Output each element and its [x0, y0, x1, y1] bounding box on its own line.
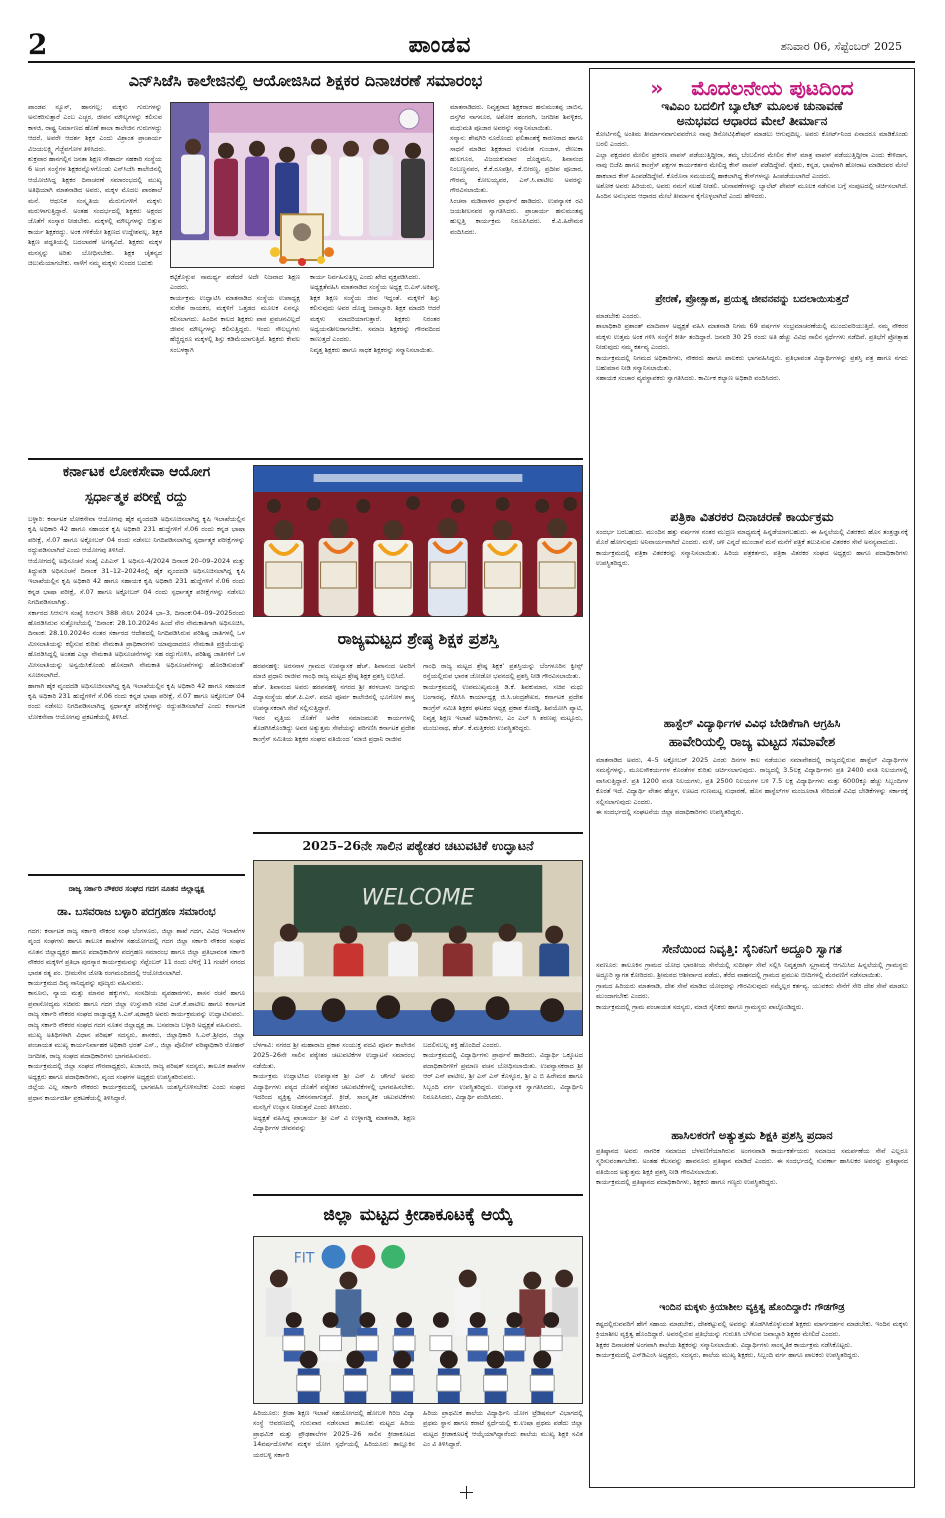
continuation-title-text: ಮೊದಲನೇಯ ಪುಟದಿಂದ	[691, 76, 854, 100]
sb1-body: ಕೋರ್ಟಿನಲ್ಲಿ ಅಂತಿಮ ತೀರ್ಮಾನವಾಗುವವರೆಗೂ ನಾವು ಡಿನೋಟಿಫಿಕೇಷನ್ ಮಾಡಲು ಆಗುವುದಿಲ್ಲ. ಅವರು ಕೋರ್ಟ್‌ನಿಂದ ಏನಾದರೂ ಮಾಡಿಕೊಂಡು ಬರಲಿ ಎಂದರು. ಎಲ್ಲಾ ಪಕ್ಷದವರ ಮೇಲಿನ ಪ್ರಕರಣ ವಾಪಸ್ ಪಡೆಯುತ್ತಿದ್ದೀರಾ, ತಮ್ಮ ಬೆಂಬಲಿಗರ ಮೇಲಿನ ಕೇಸ್ ಮಾತ್ರ ವಾಪಸ್ ಪಡೆಯುತ್ತಿದ್ದೀರಾ ಎಂದು ಕೇಳಿದಾಗ, ನಾವು ಬಿಜೆಪಿ ಹಾಗೂ ಕಾಂಗ್ರೆಸ್ ಪಕ್ಷಗಳ ಕಾರ್ಯಕರ್ತರ ಮೇಲಿದ್ದ ಕೇಸ್ ವಾಪಸ್ ಪಡೆದಿದ್ದೇವೆ. ರೈತರು, ಕನ್ನಡ, ಭಾಷೆಗಾಗಿ ಹೋರಾಟ ಮಾಡಿದವರ ಮೇಲೆ ಹಾಕಲಾದ ಕೇಸ್ ಹಿಂಪಡೆದಿದ್ದೇವೆ. ಕೊರೊನಾ ಸಮಯದಲ್ಲಿ ಹಾಕಲಾಗಿದ್ದ ಕೇಸ್‌ಗಳನ್ನೂ ಹಿಂಪಡೆಯಲಾಗಿದೆ ಎಂದರು. ಅಶೋಕ ಅವರು ಹಿರಿಯರು, ಅವರು ನಮಗೆ ಸಲಹೆ ನೀಡಲಿ. ಚುನಾವಣೆಗಳನ್ನು ಬ್ಯಾಲೆಟ್ ಪೇಪರ್ ಮೂಲಕ ನಡೆಸುವ ಬಗ್ಗೆ ಸಂಪುಟದಲ್ಲಿ ಚರ್ಚಿಸಲಾಗಿದೆ. ಹಿಂದಿನ ಅನುಭವದ ಆಧಾರದ ಮೇಲೆ ತೀರ್ಮಾನ ಕೈಗೊಳ್ಳಲಾಗಿದೆ ಎಂದು ಹೇಳಿದರು.	[596, 130, 908, 201]
portrait-face	[293, 223, 311, 241]
banner	[171, 103, 433, 133]
sb5-headline: ಸೇನೆಯಿಂದ ನಿವೃತ್ತಿ: ಸೈನಿಕನಿಗೆ ಅದ್ದೂರಿ ಸ್ವಾಗತ	[662, 942, 842, 956]
ncjc-body-col2: ಕಟ್ಟಿಕೊಳ್ಳುವ ಸಾಮರ್ಥ್ಯ ಪಡೆದರೆ ಅದೇ ನಿಜವಾದ ಶಿಕ್ಷಣ ಎಂದರು. ಕಾರ್ಯಕ್ರಮ ಉದ್ಘಾಟಿಸಿ ಮಾತನಾಡಿದ ಸಂಸ್ಥೆಯ ಉಪಾಧ್ಯಕ್ಷ ಸುರೇಶ ರಾಯಕರ, ಮಕ್ಕಳಿಗೆ ಒತ್ತಡದ ಮೂಲಕ ಏನನ್ನೂ ಕಲಿಸಲಾಗದು. ಹಿಂದಿನ ಕಾಲದ ಶಿಕ್ಷಕರು ಪಾಠ ಪ್ರವಚನವಿಲ್ಲದೆ ಜೀವನ ಮೌಲ್ಯಗಳನ್ನು ಕಲಿಸುತ್ತಿದ್ದರು. ಇಂದು ಸೌಲಭ್ಯಗಳು ಹೆಚ್ಚಿದ್ದರೂ ಮಕ್ಕಳಲ್ಲಿ ಶಿಸ್ತು ಕಡಿಮೆಯಾಗುತ್ತಿದೆ. ಶಿಕ್ಷಕರು ಕೇವಲ ಸಂಬಳಕ್ಕಾಗಿ	[170, 273, 300, 354]
banner-logo	[351, 1245, 375, 1269]
sports-headline: ಜಿಲ್ಲಾ ಮಟ್ಟದ ಕ್ರೀಡಾಕೂಟಕ್ಕೆ ಆಯ್ಕೆ	[323, 1205, 513, 1225]
activities-body-col2: ಬದಲಿಸಬಲ್ಲ ಶಕ್ತಿ ಹೊಂದಿದೆ ಎಂದರು. ಕಾರ್ಯಕ್ರಮದಲ್ಲಿ ವಿದ್ಯಾರ್ಥಿಗಳು ಪ್ರಾರ್ಥನೆ ಹಾಡಿದರು. ವಿದ್ಯಾರ್ಥಿ ಒಕ್ಕೂಟದ ಪದಾಧಿಕಾರಿಗಳಿಗೆ ಪ್ರಮಾಣ ವಚನ ಬೋಧಿಸಲಾಯಿತು. ಉಪನ್ಯಾಸಕರಾದ ಶ್ರೀ ಆರ್ ಎಸ್ ಪಾಟೀಲ, ಶ್ರೀ ಎಸ್ ಎಸ್ ಕೊಳ್ಳೂರ, ಶ್ರೀ ಎ ಬಿ ಹಿರೇಮಠ ಹಾಗೂ ಸಿಬ್ಬಂದಿ ವರ್ಗ ಉಪಸ್ಥಿತರಿದ್ದರು. ಉಪನ್ಯಾಸಕಿ ಸ್ವಾಗತಿಸಿದರು, ವಿದ್ಯಾರ್ಥಿನಿ ನಿರೂಪಿಸಿದರು, ವಿದ್ಯಾರ್ಥಿ ವಂದಿಸಿದರು.	[423, 1041, 583, 1102]
header-rule	[28, 61, 915, 63]
award-body-col1: ಹರಪನಹಳ್ಳಿ: ಅರಸನಾಳ ಗ್ರಾಮದ ಉಪನ್ಯಾಸಕ ಹೆಚ್. ಶಿವಾನಂದ ಅವರಿಗೆ ಮಾಜಿ ಪ್ರಧಾನಿ ರಾಜೀವ ಗಾಂಧಿ ರಾಜ್ಯ ಮಟ್ಟದ ಶ್ರೇಷ್ಠ ಶಿಕ್ಷಕ ಪ್ರಶಸ್ತಿ ಲಭಿಸಿದೆ. ಹೆಚ್. ಶಿವಾನಂದ ಅವರು ಹರಪನಹಳ್ಳಿ ನಗರದ ಶ್ರೀ ತರಳಬಾಳು ಜಗದ್ಗುರು ವಿದ್ಯಾಸಂಸ್ಥೆಯ ಹೆಚ್.ಪಿ.ಎಸ್. ಪದವಿ ಪೂರ್ವ ಕಾಲೇಜಿನಲ್ಲಿ ಭೂಗೋಳ ಶಾಸ್ತ್ರ ಉಪನ್ಯಾಸಕರಾಗಿ ಸೇವೆ ಸಲ್ಲಿಸುತ್ತಿದ್ದಾರೆ. ಇವರ ವೃತ್ತಿಯ ಜೊತೆಗೆ ಅನೇಕ ಸಮಾಜಮುಖಿ ಕಾರ್ಯಗಳಲ್ಲಿ ತೊಡಗಿಸಿಕೊಂಡಿದ್ದು ಅವರ ಅತ್ಯುತ್ತಮ ಸೇವೆಯನ್ನು ಪರಿಗಣಿಸಿ ಕರ್ನಾಟಕ ಪ್ರದೇಶ ಕಾಂಗ್ರೆಸ್ ಸಮಿತಿಯ ಶಿಕ್ಷಕರ ಸಂಘದ ವತಿಯಿಂದ ‘ಮಾಜಿ ಪ್ರಧಾನಿ ರಾಜೀವ	[253, 662, 415, 743]
sb5-body: ಸವಣೂರ: ತಾಲೂಕಿನ ಗ್ರಾಮದ ಯೋಧ ಭಾರತೀಯ ಸೇನೆಯಲ್ಲಿ ಸುದೀರ್ಘ ಸೇವೆ ಸಲ್ಲಿಸಿ ನಿವೃತ್ತರಾಗಿ ಸ್ವಗ್ರಾಮಕ್ಕೆ ಆಗಮಿಸಿದ ಹಿನ್ನಲೆಯಲ್ಲಿ ಗ್ರಾಮಸ್ಥರು ಅದ್ದೂರಿ ಸ್ವಾಗತ ಕೋರಿದರು. ಶ್ರೀಮಠದ ಆಶೀರ್ವಾದ ಪಡೆದು, ತೆರೆದ ವಾಹನದಲ್ಲಿ ಗ್ರಾಮದ ಪ್ರಮುಖ ಬೀದಿಗಳಲ್ಲಿ ಮೆರವಣಿಗೆ ನಡೆಸಲಾಯಿತು. ಗ್ರಾಮದ ಹಿರಿಯರು ಮಾತನಾಡಿ, ದೇಶ ಸೇವೆ ಮಾಡಿದ ಯೋಧರನ್ನು ಗೌರವಿಸುವುದು ನಮ್ಮೆಲ್ಲರ ಕರ್ತವ್ಯ. ಯುವಕರು ಸೇನೆಗೆ ಸೇರಿ ದೇಶ ಸೇವೆ ಮಾಡಲು ಮುಂದಾಗಬೇಕು ಎಂದರು. ಕಾರ್ಯಕ್ರಮದಲ್ಲಿ ಗ್ರಾಮ ಪಂಚಾಯತ ಸದಸ್ಯರು, ಮಾಜಿ ಸೈನಿಕರು ಹಾಗೂ ಗ್ರಾಮಸ್ಥರು ಪಾಲ್ಗೊಂಡಿದ್ದರು.	[596, 961, 908, 1011]
award-ceremony-photo	[254, 466, 582, 616]
classroom-photo	[254, 861, 582, 1035]
continuation-title	[594, 75, 910, 101]
banner-logo	[381, 1245, 405, 1269]
sb2-body: ಮಾಡಬೇಕು ಎಂದರು. ಶಾಲಾಧಿಕಾರಿ ಪ್ರಶಾಂತ್ ಮಾದಿವಾಳ ಅಧ್ಯಕ್ಷತೆ ವಹಿಸಿ ಮಾತನಾಡಿ ನಿಗಮ 69 ವರ್ಷಗಳ ಸಂಭ್ರಮಾಚರಣೆಯಲ್ಲಿ ಮುಂದುವರಿಯುತ್ತಿದೆ. ನಮ್ಮ ನೌಕರರ ಮಕ್ಕಳು ಉತ್ತಮ ಅಂಕ ಗಳಿಸಿ ಸಂಸ್ಥೆಗೆ ಕೀರ್ತಿ ತಂದಿದ್ದಾರೆ. ಜನವರಿ 30 25 ರಂದು ಅತಿ ಹೆಚ್ಚು ವಿವಿಧ ಸಾಲಿನ ಸ್ಪರ್ಧೆಗಳು ನಡೆದಿವೆ. ಪ್ರತಿಭೆಗೆ ಪ್ರೋತ್ಸಾಹ ನೀಡುವುದು ನಮ್ಮ ಕರ್ತವ್ಯ ಎಂದರು. ಕಾರ್ಯಕ್ರಮದಲ್ಲಿ ನಿಗಮದ ಅಧಿಕಾರಿಗಳು, ನೌಕರರು ಹಾಗೂ ಪಾಲಕರು ಭಾಗವಹಿಸಿದ್ದರು. ಪ್ರತಿಭಾವಂತ ವಿದ್ಯಾರ್ಥಿಗಳನ್ನು ಪ್ರಶಸ್ತಿ ಪತ್ರ ಹಾಗೂ ನಗದು ಬಹುಮಾನ ನೀಡಿ ಸನ್ಮಾನಿಸಲಾಯಿತು. ಸಹಾಯಕ ಸಂಚಾರ ವ್ಯವಸ್ಥಾಪಕರು ಸ್ವಾಗತಿಸಿದರು. ಕಾರ್ಮಿಕ ಕಲ್ಯಾಣ ಅಧಿಕಾರಿ ವಂದಿಸಿದರು.	[596, 312, 908, 383]
award-headline: ರಾಜ್ಯಮಟ್ಟದ ಶ್ರೇಷ್ಠ ಶಿಕ್ಷಕ ಪ್ರಶಸ್ತಿ	[337, 629, 499, 648]
sports-photo	[253, 1236, 583, 1404]
sb3-body: ಸಂದರ್ಭ ಬರಬಹುದು. ಮುಂದಿನ ಹತ್ತು ವರ್ಷಗಳ ನಂತರ ಮುದ್ರಣ ಮಾಧ್ಯಮಕ್ಕೆ ಹಿನ್ನಡೆಯಾಗಬಹುದು. ಈ ಹಿನ್ನಲೆಯಲ್ಲಿ ವಿತರಕರು ಹೊಸ ತಂತ್ರಜ್ಞಾನಕ್ಕೆ ಮೊರೆ ಹೋಗುವುದು ಅನಿವಾರ್ಯವಾಗಿದೆ ಎಂದರು. ಮಳೆ, ಚಳಿ ಎನ್ನದೆ ಮುಂಜಾನೆ ಮನೆ ಮನೆಗೆ ಪತ್ರಿಕೆ ತಲುಪಿಸುವ ವಿತರಕರ ಸೇವೆ ಅನನ್ಯವಾದುದು. ಕಾರ್ಯಕ್ರಮದಲ್ಲಿ ಪತ್ರಿಕಾ ವಿತರಕರನ್ನು ಸನ್ಮಾನಿಸಲಾಯಿತು. ಹಿರಿಯ ಪತ್ರಕರ್ತರು, ಪತ್ರಿಕಾ ವಿತರಕರ ಸಂಘದ ಅಧ್ಯಕ್ಷರು ಹಾಗೂ ಪದಾಧಿಕಾರಿಗಳು ಉಪಸ್ಥಿತರಿದ್ದರು.	[596, 528, 908, 568]
award-body-col2: ಗಾಂಧಿ ರಾಜ್ಯ ಮಟ್ಟದ ಶ್ರೇಷ್ಠ ಶಿಕ್ಷಕ’ ಪ್ರಶಸ್ತಿಯನ್ನು ಬೆಂಗಳೂರಿನ ಕ್ವೀನ್ಸ್ ರಸ್ತೆಯಲ್ಲಿರುವ ಭಾರತ ಜೋಡೋ ಭವನದಲ್ಲಿ ಪ್ರಶಸ್ತಿ ನೀಡಿ ಗೌರವಿಸಲಾಯಿತು. ಕಾರ್ಯಕ್ರಮದಲ್ಲಿ ಉಪಮುಖ್ಯಮಂತ್ರಿ ಡಿ.ಕೆ. ಶಿವಕುಮಾರ, ಸಚಿವ ಮಧು ಬಂಗಾರಪ್ಪ, ಕೆಪಿಸಿಸಿ ಕಾರ್ಯಾಧ್ಯಕ್ಷ ಜಿ.ಸಿ.ಚಂದ್ರಶೇಖರ, ಕರ್ನಾಟಕ ಪ್ರದೇಶ ಕಾಂಗ್ರೆಸ್ ಸಮಿತಿ ಶಿಕ್ಷಕರ ಘಟಕದ ಅಧ್ಯಕ್ಷ ಪ್ರಕಾಶ ಕೊರಡ್ಡಿ, ಶಿವಯೋಗಿ ಪ್ಯಾಟಿ, ನಿವೃತ್ತ ಶಿಕ್ಷಣ ಇಲಾಖೆ ಅಧಿಕಾರಿಗಳು, ಎಂ ಎಲ್ ಸಿ ಶರಣಪ್ಪ ಮಟ್ಟೂರು, ಮಂಜುನಾಥ, ಹೆಚ್. ಕೆ.ಮತ್ತಿಕರರು ಉಪಸ್ಥಿತರಿದ್ದರು.	[423, 662, 583, 733]
students-certificates-photo	[254, 1237, 582, 1403]
banner-text: FIT	[293, 1250, 315, 1267]
ncjc-body-col1: ಪಾಂಡವ ನ್ಯೂಸ್, ಹಾನಗಲ್ಲ: ಮಕ್ಕಳು ಗುರುಗಳನ್ನು ಅನುಕರಿಸುತ್ತಾರೆ ಎಂಬ ಎಚ್ಚರ, ಜೀವನ ಮೌಲ್ಯಗಳನ್ನು ಕಲಿಸುವ ಕಾಳಜಿ, ರಾಷ್ಟ್ರ ನಿರ್ಮಾಣದ ಹೊಣೆ ಶಾಲಾ ಕಾಲೇಜಿನ ಗುರುಗಳದ್ದು ಆದರೆ, ಅವರೇ ಆದರ್ಶ ಶಿಕ್ಷಕ ಎಂದು ವಿಶ್ರಾಂತ ಪ್ರಾಚಾರ್ಯ ವಿಜಯಲಕ್ಷ್ಮಿ ಗೆಜ್ಜೆವಗೋಳ ತಿಳಿಸಿದರು. ಶುಕ್ರವಾರ ಹಾನಗಲ್ಲಿನ ಜನತಾ ಶಿಕ್ಷಣ ಸೌಹಾರ್ದ ಸಹಕಾರಿ ಸಂಸ್ಥೆಯ 6 ಅಂಗ ಸಂಸ್ಥೆಗಳ ಶಿಕ್ಷಕರನ್ನೊಳಗೊಂಡು ಎನ್‌ಸಿಜೆಸಿ ಕಾಲೇಜಿನಲ್ಲಿ ಆಯೋಜಿಸಿದ್ದ ಶಿಕ್ಷಕರ ದಿನಾಚರಣೆ ಸಮಾರಂಭದಲ್ಲಿ ಮುಖ್ಯ ಅತಿಥಿಯಾಗಿ ಮಾತನಾಡಿದ ಅವರು, ಮಕ್ಕಳ ಮೊದಲ ಪಾಠಶಾಲೆ ಮನೆ. ಆಧುನಿಕ ಸಂಸ್ಕೃತಿಯ ಮೆರುಗುಗಳಿಗೆ ಮಕ್ಕಳು ಮರುಳಾಗುತ್ತಿದ್ದಾರೆ. ಅಂತಹ ಸಂದರ್ಭದಲ್ಲಿ ಶಿಕ್ಷಕರು ಅಕ್ಷರದ ಜೊತೆಗೆ ಸಂಸ್ಕಾರ ನೀಡಬೇಕು. ಮಕ್ಕಳಲ್ಲಿ ಮೌಲ್ಯಗಳನ್ನು ಬಿತ್ತುವ ಕಾರ್ಯ ಶಿಕ್ಷಕರದ್ದು. ಅಂಕ ಗಳಿಕೆಯೇ ಶಿಕ್ಷಣದ ಉದ್ದೇಶವಲ್ಲ. ಶಿಕ್ಷಕ ಶಿಕ್ಷಣ ಪದ್ಧತಿಯಲ್ಲಿ ಬದಲಾವಣೆ ಅಗತ್ಯವಿದೆ. ಶಿಕ್ಷಕರು ಮಕ್ಕಳ ಮನಸ್ಸನ್ನು ಅರಿತು ಬೋಧಿಸಬೇಕು. ಶಿಕ್ಷಕ ಚೈತನ್ಯದ ಚಿಲುಮೆಯಾಗಬೇಕು. ನಾಳೆಗೆ ನಮ್ಮ ಮಕ್ಕಳು ಸುಂದರ ಬದುಕು	[28, 103, 162, 268]
table	[254, 976, 582, 992]
masthead-logo: ಪಾಂಡವ	[408, 33, 472, 58]
page-number: 2	[28, 28, 48, 61]
sb7-headline: ಇಂದಿನ ಮಕ್ಕಳು ಕ್ರಿಯಾಶೀಲ ವ್ಯಕ್ತಿತ್ವ ಹೊಂದಿದ್ದಾರೆ: ಗೌಡಗೌಡ್ರ	[659, 1302, 845, 1313]
kpsc-kicker: ಕರ್ನಾಟಕ ಲೋಕಸೇವಾ ಆಯೋಗ	[62, 464, 211, 480]
sb6-body: ಪ್ರತಿಷ್ಠಾನದ ಅವರು ನಾಗರಿಕ ಸಮಾಜದ ಬೆಳವಣಿಗೆಯಾಗಿರುವ ಅಂಗನವಾಡಿ ಕಾರ್ಯಕರ್ತೆಯರು ಸಮಾಜದ ಸಮರ್ಪಣೆಯ ಸೇವೆ ಎಲ್ಲರೂ ಸ್ಮರಿಸುವಂತಾಗಬೇಕು. ಅಂತಹ ಕೆಲಸವನ್ನು ಹಾವನೂರು ಪ್ರತಿಷ್ಠಾನ ಮಾಡಿದೆ ಎಂದರು. ಈ ಸಂದರ್ಭದಲ್ಲಿ ಸುವರ್ಣಾ ಹಾಸಿಲಕರ ಅವರನ್ನು ಪ್ರತಿಷ್ಠಾನದ ವತಿಯಿಂದ ಅತ್ಯುತ್ತಮ ಶಿಕ್ಷಕಿ ಪ್ರಶಸ್ತಿ ನೀಡಿ ಗೌರವಿಸಲಾಯಿತು. ಕಾರ್ಯಕ್ರಮದಲ್ಲಿ ಪ್ರತಿಷ್ಠಾನದ ಪದಾಧಿಕಾರಿಗಳು, ಶಿಕ್ಷಕರು ಹಾಗೂ ಗಣ್ಯರು ಉಪಸ್ಥಿತರಿದ್ದರು.	[596, 1147, 908, 1187]
sb2-headline: ಪ್ರೇರಣೆ, ಪ್ರೋತ್ಸಾಹ, ಪ್ರಯತ್ನ ಜೀವನವನ್ನು ಬದಲಾಯಿಸುತ್ತದೆ	[655, 294, 849, 305]
sb7-body: ಕಷ್ಟದಲ್ಲಿರುವವರಿಗೆ ಹೇಗೆ ಸಹಾಯ ಮಾಡಬೇಕು, ದೇಶಕಟ್ಟುವಲ್ಲಿ ಅವರನ್ನು ತೊಡಗಿಸಿಕೊಳ್ಳುವಂತೆ ಶಿಕ್ಷಕರು ಮಾರ್ಗದರ್ಶನ ಮಾಡಬೇಕು. ಇಂದಿನ ಮಕ್ಕಳು ಕ್ರಿಯಾಶೀಲ ವ್ಯಕ್ತಿತ್ವ ಹೊಂದಿದ್ದಾರೆ. ಅವರಲ್ಲಿರುವ ಪ್ರತಿಭೆಯನ್ನು ಗುರುತಿಸಿ ಬೆಳೆಸುವ ಜವಾಬ್ದಾರಿ ಶಿಕ್ಷಕರ ಮೇಲಿದೆ ಎಂದರು. ಶಿಕ್ಷಕರ ದಿನಾಚರಣೆ ಅಂಗವಾಗಿ ಶಾಲೆಯ ಶಿಕ್ಷಕರನ್ನು ಸನ್ಮಾನಿಸಲಾಯಿತು. ವಿದ್ಯಾರ್ಥಿಗಳು ಸಾಂಸ್ಕೃತಿಕ ಕಾರ್ಯಕ್ರಮ ನಡೆಸಿಕೊಟ್ಟರು. ಕಾರ್ಯಕ್ರಮದಲ್ಲಿ ಎಸ್‌ಡಿಎಂಸಿ ಅಧ್ಯಕ್ಷರು, ಸದಸ್ಯರು, ಶಾಲೆಯ ಮುಖ್ಯ ಶಿಕ್ಷಕರು, ಸಿಬ್ಬಂದಿ ವರ್ಗ ಹಾಗೂ ಪಾಲಕರು ಉಪಸ್ಥಿತರಿದ್ದರು.	[596, 1320, 908, 1360]
kpsc-body: ಬಳ್ಳಾರಿ: ಕರ್ನಾಟಕ ಲೋಕಸೇವಾ ಆಯೋಗವು ಹೈಕ ವೃಂದದಡಿ ಅಧಿಸೂಚಿಸಲಾಗಿದ್ದ ಕೃಷಿ ಇಲಾಖೆಯಲ್ಲಿನ ಕೃಷಿ ಅಧಿಕಾರಿ 42 ಹಾಗೂ ಸಹಾಯಕ ಕೃಷಿ ಅಧಿಕಾರಿ 231 ಹುದ್ದೆಗಳಿಗೆ ಸೆ.06 ರಂದು ಕನ್ನಡ ಭಾಷಾ ಪರೀಕ್ಷೆ, ಸೆ.07 ಹಾಗೂ ಅಕ್ಟೋಬರ್ 04 ರಂದು ನಡೆಸಲು ನಿಗದಿಪಡಿಸಲಾಗಿದ್ದ ಸ್ಪರ್ಧಾತ್ಮಕ ಪರೀಕ್ಷೆಗಳನ್ನು ರದ್ದುಪಡಿಸಲಾಗಿದೆ ಎಂದು ಆಯೋಗವು ತಿಳಿಸಿದೆ. ಆಯೋಗದಲ್ಲಿ ಅಧಿಸೂಚನೆ ಸಂಖ್ಯೆ ಎಪಿಎಸ್ 1 ಅಧಿಸೂ-4/2024 ದಿನಾಂಕ 20–09–2024 ಮತ್ತು ತಿದ್ದುಪಡಿ ಅಧಿಸೂಚನೆ ದಿನಾಂಕ 31–12–2024ರಲ್ಲಿ ಹೈಕ ವೃಂದದಡಿ ಅಧಿಸೂಚಿಸಲಾಗಿದ್ದ ಕೃಷಿ ಇಲಾಖೆಯಲ್ಲಿನ ಕೃಷಿ ಅಧಿಕಾರಿ 42 ಹಾಗೂ ಸಹಾಯಕ ಕೃಷಿ ಅಧಿಕಾರಿ 231 ಹುದ್ದೆಗಳಿಗೆ ಸೆ.06 ರಂದು ಕನ್ನಡ ಭಾಷಾ ಪರೀಕ್ಷೆ, ಸೆ.07 ಹಾಗೂ ಅಕ್ಟೋಬರ್ 04 ರಂದು ಸ್ಪರ್ಧಾತ್ಮಕ ಪರೀಕ್ಷೆಗಳನ್ನು ನಡೆಸಲು ನಿಗದಿಪಡಿಸಲಾಗಿತ್ತು. ಸರ್ಕಾರದ ಸಿಆಸುಇ ಸಂಖ್ಯೆ ಸಿಆಸುಇ 388 ಸೇನಿಸಿ 2024 ಭಾ–3, ದಿನಾಂಕ:04–09–2025ರಂದು ಹೊರಡಿಸಿರುವ ಸುತ್ತೋಲೆಯಲ್ಲಿ ‘ದಿನಾಂಕ: 28.10.2024ರ ಹಿಂದೆ ನೇರ ನೇಮಕಾತಿಗಾಗಿ ಅಧಿಸೂಚಿಸಿ, ದಿನಾಂಕ: 28.10.2024ರ ನಂತರ ಸರ್ಕಾರದ ಆದೇಶದಲ್ಲಿ ನಿಗದಿಪಡಿಸಿರುವ ಪರಿಶಿಷ್ಟ ಜಾತಿಗಳಲ್ಲಿ ಒಳ ಮೀಸಲಾತಿಯನ್ನು ಕಲ್ಪಿಸುವ ಕುರಿತು ನೇಮಕಾತಿ ಪ್ರಾಧಿಕಾರಗಳು ಯಾವುದಾದರೂ ನೇಮಕಾತಿ ಪ್ರಕ್ರಿಯೆಯನ್ನು ಹೊರಡಿಸಿದ್ದಲ್ಲಿ ಅಂತಹ ಎಲ್ಲಾ ನೇಮಕಾತಿ ಅಧಿಸೂಚನೆಗಳನ್ನು ಸಹ ರದ್ದುಗೊಳಿಸಿ, ಪರಿಶಿಷ್ಟ ಜಾತಿಗಳಿಗೆ ಒಳ ಮೀಸಲಾತಿಯನ್ನು ಅನ್ವಯಿಸಿಕೊಂಡು ಹೊಸದಾಗಿ ನೇಮಕಾತಿ ಅಧಿಸೂಚನೆಗಳನ್ನು ಹೊರಡಿಸುವಂತೆ’ ಸೂಚಿಸಲಾಗಿದೆ. ಹಾಗಾಗಿ ಹೈಕ ವೃಂದದಡಿ ಅಧಿಸೂಚಿಸಲಾಗಿದ್ದ ಕೃಷಿ ಇಲಾಖೆಯಲ್ಲಿನ ಕೃಷಿ ಅಧಿಕಾರಿ 42 ಹಾಗೂ ಸಹಾಯಕ ಕೃಷಿ ಅಧಿಕಾರಿ 231 ಹುದ್ದೆಗಳಿಗೆ ಸೆ.06 ರಂದು ಕನ್ನಡ ಭಾಷಾ ಪರೀಕ್ಷೆ, ಸೆ.07 ಹಾಗೂ ಅಕ್ಟೋಬರ್ 04 ರಂದು ನಡೆಸಲು ನಿಗದಿಪಡಿಸಲಾಗಿದ್ದ ಸ್ಪರ್ಧಾತ್ಮಕ ಪರೀಕ್ಷೆಗಳನ್ನು ರದ್ದುಪಡಿಸಲಾಗಿದೆ ಎಂದು ಕರ್ನಾಟಕ ಲೋಕಸೇವಾ ಆಯೋಗವು ಪ್ರಕಟಣೆಯಲ್ಲಿ ತಿಳಿಸಿದೆ.	[28, 515, 245, 721]
kpsc-headline: ಸ್ಪರ್ಧಾತ್ಮಕ ಪರೀಕ್ಷೆ ರದ್ದು	[85, 489, 188, 505]
sb4-body: ಮಾತನಾಡಿದ ಅವರು, 4–5 ಅಕ್ಟೋಬರ್ 2025 ಎರಡು ದಿನಗಳ ಕಾಲ ನಡೆಯುವ ಸಮಾವೇಶದಲ್ಲಿ ರಾಜ್ಯದಲ್ಲಿರುವ ಹಾಸ್ಟೆಲ್ ವಿದ್ಯಾರ್ಥಿಗಳ ಸಮಸ್ಯೆಗಳನ್ನು, ಮೂಲಸೌಕರ್ಯಗಳ ಕೊರತೆಗಳ ಕುರಿತು ಚರ್ಚಿಸಲಾಗುವುದು. ರಾಜ್ಯದಲ್ಲಿ 3.5ಲಕ್ಷ ವಿದ್ಯಾರ್ಥಿಗಳು ಪ್ರತಿ 2400 ವಸತಿ ನಿಲಯಗಳಲ್ಲಿ ವಾಸಿಸುತ್ತಿದ್ದಾರೆ. ಪ್ರತಿ 1200 ವಸತಿ ನಿಲಯಗಳು, ಪ್ರತಿ 2500 ನಿಲಯಗಳ ಬಳಿ 7.5 ಲಕ್ಷ ವಿದ್ಯಾರ್ಥಿಗಳು ಮತ್ತು 6000ಕ್ಕೂ ಹೆಚ್ಚು ಸಿಬ್ಬಂದಿಗಳ ಕೊರತೆ ಇದೆ. ವಿದ್ಯಾರ್ಥಿ ವೇತನ ಹೆಚ್ಚಳ, ಊಟದ ಗುಣಮಟ್ಟ ಸುಧಾರಣೆ, ಹೊಸ ಹಾಸ್ಟೆಲ್‌ಗಳ ಮಂಜೂರಾತಿ ಸೇರಿದಂತೆ ವಿವಿಧ ಬೇಡಿಕೆಗಳನ್ನು ಸರ್ಕಾರಕ್ಕೆ ಸಲ್ಲಿಸಲಾಗುವುದು ಎಂದರು. ಈ ಸಂದರ್ಭದಲ್ಲಿ ಸಂಘಟನೆಯ ಜಿಲ್ಲಾ ಪದಾಧಿಕಾರಿಗಳು ಉಪಸ್ಥಿತರಿದ್ದರು.	[596, 756, 908, 817]
section-rule	[28, 874, 245, 876]
ngo-body: ಗದಗ: ಕರ್ನಾಟಕ ರಾಜ್ಯ ಸರ್ಕಾರಿ ನೌಕರರ ಸಂಘ ಬೆಂಗಳೂರು, ಜಿಲ್ಲಾ ಶಾಖೆ ಗದಗ, ವಿವಿಧ ಇಲಾಖೆಗಳ ವೃಂದ ಸಂಘಗಳು ಹಾಗೂ ತಾಲೂಕ ಶಾಖೆಗಳ ಸಹಯೋಗದಲ್ಲಿ ಗದಗ ಜಿಲ್ಲಾ ಸರ್ಕಾರಿ ನೌಕರರ ಸಂಘದ ನೂತನ ಜಿಲ್ಲಾಧ್ಯಕ್ಷರ ಹಾಗೂ ಪದಾಧಿಕಾರಿಗಳ ಪದಗ್ರಹಣ ಸಮಾರಂಭ ಹಾಗೂ ಜಿಲ್ಲಾ ಪ್ರತಿಭಾವಂತ ಸರ್ಕಾರಿ ನೌಕರರ ಮಕ್ಕಳಿಗೆ ಪ್ರತಿಭಾ ಪುರಸ್ಕಾರ ಕಾರ್ಯಕ್ರಮವನ್ನು ಸೆಪ್ಟೆಂಬರ್ 11 ರಂದು ಬೆಳಿಗ್ಗೆ 11 ಗಂಟೆಗೆ ನಗರದ ಭಾರತ ರತ್ನ ಪಂ. ಭೀಮಸೇನ ಜೋಶಿ ರಂಗಮಂದಿರದಲ್ಲಿ ಆಯೋಜಿಸಲಾಗಿದೆ. ಕಾರ್ಯಕ್ರಮದ ದಿವ್ಯ ಸಾನಿಧ್ಯವನ್ನು ಪೂಜ್ಯರು ವಹಿಸುವರು. ಕಾನೂನು, ನ್ಯಾಯ ಮತ್ತು ಮಾನವ ಹಕ್ಕುಗಳು, ಸಂಸದೀಯ ವ್ಯವಹಾರಗಳು, ಶಾಸನ ರಚನೆ ಹಾಗೂ ಪ್ರವಾಸೋದ್ಯಮ ಸಚಿವರು ಹಾಗೂ ಗದಗ ಜಿಲ್ಲಾ ಉಸ್ತುವಾರಿ ಸಚಿವ ಎಚ್.ಕೆ.ಪಾಟೀಲ ಹಾಗೂ ಕರ್ನಾಟಕ ರಾಜ್ಯ ಸರ್ಕಾರಿ ನೌಕರರ ಸಂಘದ ರಾಜ್ಯಾಧ್ಯಕ್ಷ ಸಿ.ಎಸ್.ಷಡಾಕ್ಷರಿ ಅವರು ಕಾರ್ಯಕ್ರಮವನ್ನು ಉದ್ಘಾಟಿಸುವರು. ರಾಜ್ಯ ಸರ್ಕಾರಿ ನೌಕರರ ಸಂಘದ ಗದಗ ನೂತನ ಜಿಲ್ಲಾಧ್ಯಕ್ಷ ಡಾ. ಬಸವರಾಜ ಬಳ್ಳಾರಿ ಅಧ್ಯಕ್ಷತೆ ವಹಿಸುವರು. ಮುಖ್ಯ ಅತಿಥಿಗಳಾಗಿ ವಿಧಾನ ಪರಿಷತ್ ಸದಸ್ಯರು, ಶಾಸಕರು, ಜಿಲ್ಲಾಧಿಕಾರಿ ಸಿ.ಎನ್.ಶ್ರೀಧರ, ಜಿಲ್ಲಾ ಪಂಚಾಯತ ಮುಖ್ಯ ಕಾರ್ಯನಿರ್ವಾಹಕ ಅಧಿಕಾರಿ ಭರತ್ ಎಸ್., ಜಿಲ್ಲಾ ಪೊಲೀಸ್ ವರಿಷ್ಠಾಧಿಕಾರಿ ರೋಹನ್ ಜಗದೀಶ, ರಾಜ್ಯ ಸಂಘದ ಪದಾಧಿಕಾರಿಗಳು ಭಾಗವಹಿಸುವರು. ಕಾರ್ಯಕ್ರಮದಲ್ಲಿ ಜಿಲ್ಲಾ ಸಂಘದ ಗೌರವಾಧ್ಯಕ್ಷರು, ಖಜಾಂಚಿ, ರಾಜ್ಯ ಪರಿಷತ್ ಸದಸ್ಯರು, ತಾಲೂಕ ಶಾಖೆಗಳ ಅಧ್ಯಕ್ಷರು ಹಾಗೂ ಪದಾಧಿಕಾರಿಗಳು, ವೃಂದ ಸಂಘಗಳ ಅಧ್ಯಕ್ಷರು ಉಪಸ್ಥಿತರಿರುವರು. ಜಿಲ್ಲೆಯ ಎಲ್ಲ ಸರ್ಕಾರಿ ನೌಕರರು ಕಾರ್ಯಕ್ರಮದಲ್ಲಿ ಭಾಗವಹಿಸಿ ಯಶಸ್ವಿಗೊಳಿಸಬೇಕು ಎಂದು ಸಂಘದ ಪ್ರಧಾನ ಕಾರ್ಯದರ್ಶಿ ಪ್ರಕಟಣೆಯಲ್ಲಿ ತಿಳಿಸಿದ್ದಾರೆ.	[28, 927, 245, 1102]
issue-date: ಶನಿವಾರ 06, ಸೆಪ್ಟೆಂಬರ್ 2025	[780, 40, 902, 53]
section-rule	[28, 458, 583, 460]
ncjc-photo	[170, 102, 434, 268]
banner-logo	[399, 109, 419, 129]
sb1-headline-2: ಅನುಭವದ ಆಧಾರದ ಮೇಲೆ ತೀರ್ಮಾನ	[676, 114, 828, 128]
ncjc-body-col4: ಮಾತನಾಡಿದರು. ನಿವೃತ್ತರಾದ ಶಿಕ್ಷಕರಾದ ಹನುಮಂತಪ್ಪ ಜಾಬಿನ, ದಸ್ತಗಿರ ನಾಗನೂರ, ಅಶೋಕ ಹಂಗರಗಿ, ಜಗದೀಶ ಶಿವಳ್ಳಿಕರ, ಮಧುಮತಿ ಪೂಜಾರ ಅವರನ್ನು ಸನ್ಮಾನಿಸಲಾಯಿತು. ಸನ್ಮಾನ: ಶೇಷಗಿರಿ ನೂರೊಂದು ಫಲಿತಾಂಶಕ್ಕೆ ಕಾರಣರಾದ ಹಾಗೂ ಸಾಧನೆ ಮಾಡಿದ ಶಿಕ್ಷಕರಾದ ಉಮೇಶ ಗುಂಜಾಳ, ರೇಣುಕಾ ಹುಲಗೂರ, ವಿಜಯಕುಮಾರ ದೊಡ್ಡಮನಿ, ಶಿವಾನಂದ ನಿಂಬಣ್ಣನವರ, ಕೆ.ಕೆ.ರೂಪಶ್ರೀ, ಕೆ.ಬೀರಣ್ಣ, ಪ್ರದೀಪ ಪೂಜಾರ, ಗೌರಮ್ಮ ಕೋಲಯ್ಯವರ, ಎಸ್.ಸಿ.ಪಾಟೀಲ ಅವರನ್ನು ಗೌರವಿಸಲಾಯಿತು. ಸಿಂಚನಾ ಮಡಿವಾಳರ ಪ್ರಾರ್ಥನೆ ಹಾಡಿದರು. ಉಪನ್ಯಾಸಕ ರವಿ ಜಯಶೀಲನವರ ಸ್ವಾಗತಿಸಿದರು. ಪ್ರಾಚಾರ್ಯ ಹನುಮಂತಪ್ಪ ಹುಲ್ಲತ್ತಿ ಕಾರ್ಯಕ್ರಮ ನಿರೂಪಿಸಿದರು. ಕೆ.ವಿ.ಹಿರೇಮಠ ವಂದಿಸಿದರು.	[450, 103, 583, 236]
ncjc-headline: ಎನ್‌ಸಿಜೆಸಿ ಕಾಲೇಜಿನಲ್ಲಿ ಆಯೋಜಿಸಿದ ಶಿಕ್ಷಕರ ದಿನಾಚರಣೆ ಸಮಾರಂಭ	[128, 71, 483, 90]
ngo-headline-1: ರಾಜ್ಯ ಸರ್ಕಾರಿ ನೌಕರರ ಸಂಘದ ಗದಗ ನೂತನ ಜಿಲ್ಲಾಧ್ಯಕ್ಷ	[68, 884, 205, 893]
activities-photo	[253, 860, 583, 1036]
banner-stripe	[314, 474, 523, 482]
sb4-headline-2: ಹಾವೇರಿಯಲ್ಲಿ ರಾಜ್ಯ ಮಟ್ಟದ ಸಮಾವೇಶ	[668, 735, 836, 750]
ncjc-body-col3: ಕಾರ್ಯ ನಿರ್ವಹಿಸುತ್ತಿಲ್ಲ ಎಂದು ಖೇದ ವ್ಯಕ್ತಪಡಿಸಿದರು. ಅಧ್ಯಕ್ಷತೆವಹಿಸಿ ಮಾತನಾಡಿದ ಸಂಸ್ಥೆಯ ಅಧ್ಯಕ್ಷ ಬಿ.ಎಸ್.ಅಕಿವಳ್ಳಿ, ಶಿಕ್ಷಕ ಶಿಕ್ಷಣ ಸಂಸ್ಥೆಯ ಜೀವ ಇದ್ದಂತೆ. ಮಕ್ಕಳಿಗೆ ಶಿಸ್ತು ಕಲಿಸುವುದು ಅವರ ದೊಡ್ಡ ಜವಾಬ್ದಾರಿ. ಶಿಕ್ಷಕ ಮಾದರಿ ಆದರೆ ಮಕ್ಕಳು ಮಾದರಿಯಾಗುತ್ತಾರೆ. ಶಿಕ್ಷಕರು ನಿರಂತರ ಅಧ್ಯಯನಶೀಲರಾಗಬೇಕು. ಸಮಾಜ ಶಿಕ್ಷಕರನ್ನು ಗೌರವದಿಂದ ಕಾಣುತ್ತದೆ ಎಂದರು. ನಿವೃತ್ತ ಶಿಕ್ಷಕರು ಹಾಗೂ ಸಾಧಕ ಶಿಕ್ಷಕರನ್ನು ಸನ್ಮಾನಿಸಲಾಯಿತು.	[310, 273, 440, 354]
sports-body-col1: ಹಿರಿಯೂರು: ಕ್ರೀಡಾ ಶಿಕ್ಷಣ ಇಲಾಖೆ ಸಹಯೋಗದಲ್ಲಿ ಹೋಬಳಿ ಗಿರಿಜ ವಿದ್ಯಾ ಸಂಸ್ಥೆ ಆವರಣದಲ್ಲಿ ಗುರುವಾರ ನಡೆಸಲಾದ ತಾಲೂಕು ಮಟ್ಟದ ಹಿರಿಯ ಪ್ರಾಥಮಿಕ ಮತ್ತು ಪ್ರೌಢಶಾಲೆಗಳ 2025–26 ಸಾಲಿನ ಕ್ರೀಡಾಕೂಟದ 14ವರ್ಷದೊಳಗಿನ ಮಕ್ಕಳ ಯೋಗ ಸ್ಪರ್ಧೆಯಲ್ಲಿ ಹಿರಿಯೂರು ತಾಲ್ಲೂಕಿನ ಯರಬಳ್ಳಿ ಸರ್ಕಾರಿ	[253, 1409, 415, 1459]
sb6-headline: ಹಾಸಿಲಕರಗೆ ಅತ್ಯುತ್ತಮ ಶಿಕ್ಷಕಿ ಪ್ರಶಸ್ತಿ ಪ್ರದಾನ	[671, 1128, 833, 1142]
section-rule	[253, 832, 583, 834]
sb4-headline-1: ಹಾಸ್ಟೆಲ್ ವಿದ್ಯಾರ್ಥಿಗಳ ವಿವಿಧ ಬೇಡಿಕೆಗಾಗಿ ಆಗ್ರಹಿಸಿ	[663, 717, 841, 730]
section-rule	[253, 1194, 583, 1196]
chalkboard-text: WELCOME	[361, 885, 475, 911]
ngo-headline-2: ಡಾ. ಬಸವರಾಜ ಬಳ್ಳಾರಿ ಪದಗ್ರಹಣ ಸಮಾರಂಭ	[57, 906, 216, 918]
activities-body-col1: ಬೆಳಗಾವಿ: ನಗರದ ಶ್ರೀ ಮಹಾರಾಜ ಪ್ರಕಾಶ ಸಂಯುಕ್ತ ಪದವಿ ಪೂರ್ವ ಕಾಲೇಜಿನ 2025–26ನೇ ಸಾಲಿನ ಪಠ್ಯೇತರ ಚಟುವಟಿಕೆಗಳ ಉದ್ಘಾಟನೆ ಸಮಾರಂಭ ನಡೆಯಿತು. ಕಾರ್ಯಕ್ರಮ ಉದ್ಘಾಟಿಸಿದ ಉಪನ್ಯಾಸಕ ಶ್ರೀ ಎನ್ ಪಿ ಚೌಗಲೆ ಅವರು ವಿದ್ಯಾರ್ಥಿಗಳು ಪಠ್ಯದ ಜೊತೆಗೆ ಪಠ್ಯೇತರ ಚಟುವಟಿಕೆಗಳಲ್ಲಿ ಭಾಗವಹಿಸಬೇಕು. ಇದರಿಂದ ವ್ಯಕ್ತಿತ್ವ ವಿಕಸನವಾಗುತ್ತದೆ. ಕ್ರೀಡೆ, ಸಾಂಸ್ಕೃತಿಕ ಚಟುವಟಿಕೆಗಳು ಮನಸ್ಸಿಗೆ ಉಲ್ಲಾಸ ನೀಡುತ್ತವೆ ಎಂದು ತಿಳಿಸಿದರು. ಅಧ್ಯಕ್ಷತೆ ವಹಿಸಿದ್ದ ಪ್ರಾಚಾರ್ಯ ಶ್ರೀ ಎಸ್ ವಿ ಉಳ್ಳಾಗಡ್ಡಿ ಮಾತನಾಡಿ, ಶಿಕ್ಷಣ ವಿದ್ಯಾರ್ಥಿಗಳ ಜೀವನವನ್ನು	[253, 1041, 415, 1133]
registration-mark-icon	[466, 1486, 467, 1499]
activities-headline: 2025–26ನೇ ಸಾಲಿನ ಪಠ್ಯೇತರ ಚಟುವಟಿಕೆ ಉದ್ಘಾಟನೆ	[302, 838, 534, 853]
double-chevron-icon: »	[650, 76, 664, 100]
teachers-day-stage-photo	[171, 103, 433, 267]
sports-body-col2: ಹಿರಿಯ ಪ್ರಾಥಮಿಕ ಶಾಲೆಯ ವಿದ್ಯಾರ್ಥಿನಿ ಯೋಗ ಟ್ರೆಡಿಷನಲ್ ವಿಭಾಗದಲ್ಲಿ ಪ್ರಥಮ ಸ್ಥಾನ ಹಾಗೂ ಕರಾಟೆ ಸ್ಪರ್ಧೆಯಲ್ಲಿ ಕು.ಉಷಾ ಪ್ರಥಮ ಪಡೆದು ಜಿಲ್ಲಾ ಮಟ್ಟದ ಕ್ರೀಡಾಕೂಟಕ್ಕೆ ಆಯ್ಕೆಯಾಗಿದ್ದಾರೆಂದು ಶಾಲೆಯ ಮುಖ್ಯ ಶಿಕ್ಷಕಿ ಸವಿತ ಎಂ ವಿ ತಿಳಿಸಿದ್ದಾರೆ.	[423, 1409, 583, 1449]
sb3-headline: ಪತ್ರಿಕಾ ವಿತರಕರ ದಿನಾಚರಣೆ ಕಾರ್ಯಕ್ರಮ	[670, 509, 834, 524]
sb1-headline-1: ಇವಿಎಂ ಬದಲಿಗೆ ಬ್ಯಾಲೆಟ್ ಮೂಲಕ ಚುನಾವಣೆ	[661, 99, 843, 113]
front-page-continuations-box	[589, 68, 915, 1488]
banner-logo	[322, 1245, 346, 1269]
award-photo	[253, 465, 583, 617]
